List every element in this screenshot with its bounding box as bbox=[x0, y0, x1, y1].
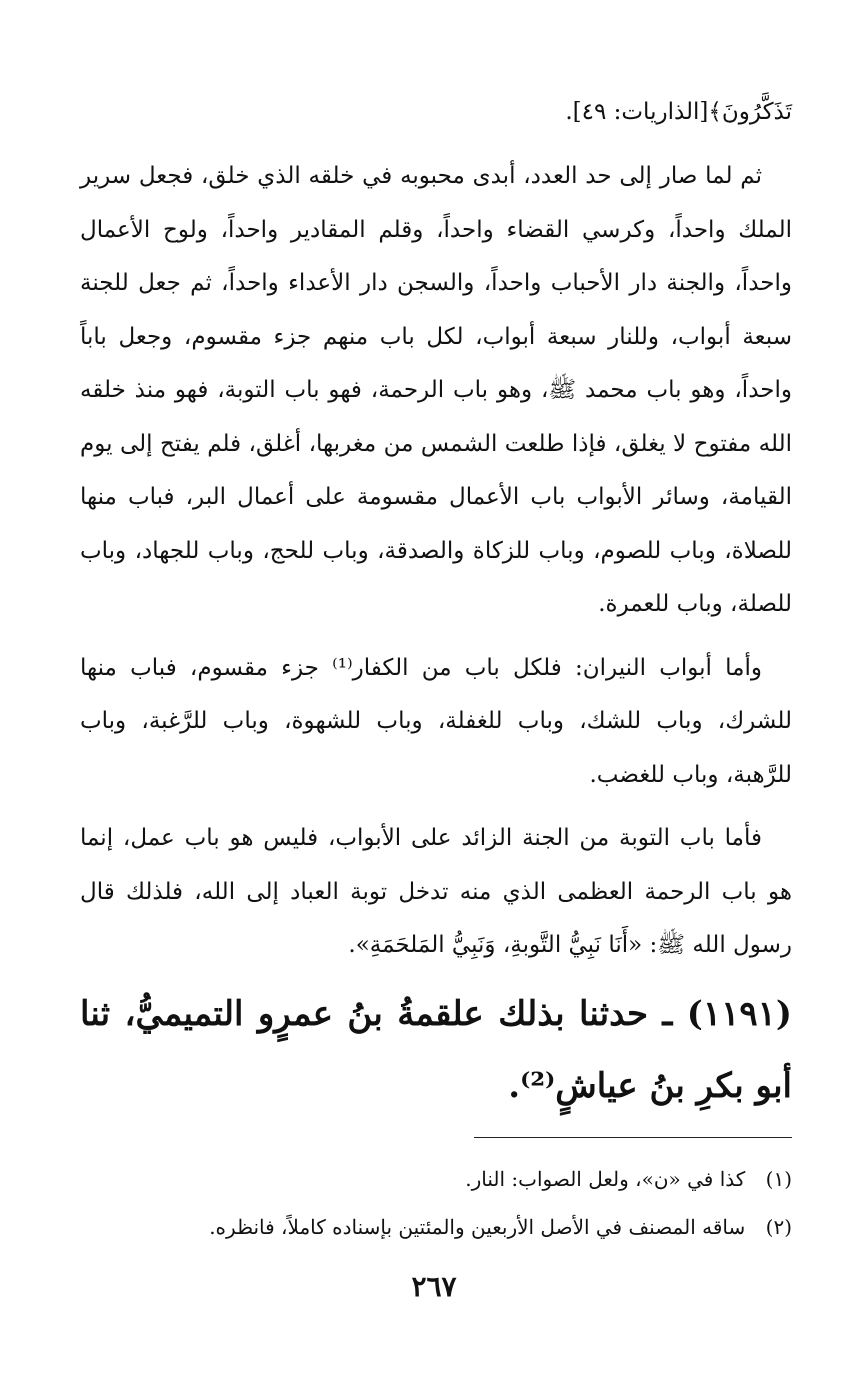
footnote-text: كذا في «ن»، ولعل الصواب: النار. bbox=[465, 1167, 746, 1191]
footnote bbox=[80, 1203, 792, 1251]
footnotes bbox=[80, 1155, 792, 1251]
footnote-text: ساقه المصنف في الأصل الأربعين والمئتين بإسناده كاملاً، فانظره. bbox=[209, 1215, 746, 1239]
footnote-divider bbox=[474, 1137, 792, 1138]
page-number: ٢٦٧ bbox=[411, 1270, 457, 1303]
footnote-number: (٢) bbox=[765, 1215, 792, 1239]
paragraph: ثم لما صار إلى حد العدد، أبدى محبوبه في خلقه الذي خلق، فجعل سرير الملك واحداً، وكرسي القضاء واحداً، وقلم المقادير واحداً، ولوح الأعمال واحداً، والجنة دار الأحباب واحداً، والسجن دار الأعداء واحداً، ثم جعل للجنة سبعة أبواب، وللنار سبعة أبواب، لكل باب منهم جزء مقسوم، وجعل باباً واحداً، وهو باب محمد ﷺ، وهو باب الرحمة، فهو باب التوبة، فهو منذ خلقه الله مفتوح لا يغلق، فإذا طلعت الشمس من مغربها، أغلق، فلم يفتح إلى يوم القيامة، وسائر الأبواب باب الأعمال مقسومة على أعمال البر، فباب منها للصلاة، وباب للصوم، وباب للزكاة والصدقة، وباب للحج، وباب للجهاد، وباب للصلة، وباب للعمرة. bbox=[80, 163, 792, 617]
footnote-number: (١) bbox=[765, 1167, 792, 1191]
top-verse-fragment: تَذَكَّرُونَ﴾[الذاريات: ٤٩]. bbox=[565, 99, 792, 125]
paragraph: فأما باب التوبة من الجنة الزائد على الأبواب، فليس هو باب عمل، إنما هو باب الرحمة العظمى الذي منه تدخل توبة العباد إلى الله، فلذلك قال رسول الله ﷺ: «أَنَا نَبِيُّ التَّوبةِ، وَنَبِيُّ المَلحَمَةِ». bbox=[80, 825, 792, 958]
hadith-text: (١١٩١) ـ حدثنا بذلك علقمةُ بنُ عمرٍو التميميُّ، ثنا أبو بكرِ بنُ عياشٍ⁽²⁾. bbox=[80, 994, 792, 1106]
hadith-chain bbox=[80, 978, 792, 1122]
paragraph: وأما أبواب النيران: فلكل باب من الكفار⁽¹⁾ جزء مقسوم، فباب منها للشرك، وباب للشك، وباب للغفلة، وباب للشهوة، وباب للرَّغبة، وباب للرَّهبة، وباب للغضب. bbox=[80, 654, 792, 788]
footnote bbox=[80, 1155, 792, 1203]
main-text bbox=[80, 150, 792, 983]
